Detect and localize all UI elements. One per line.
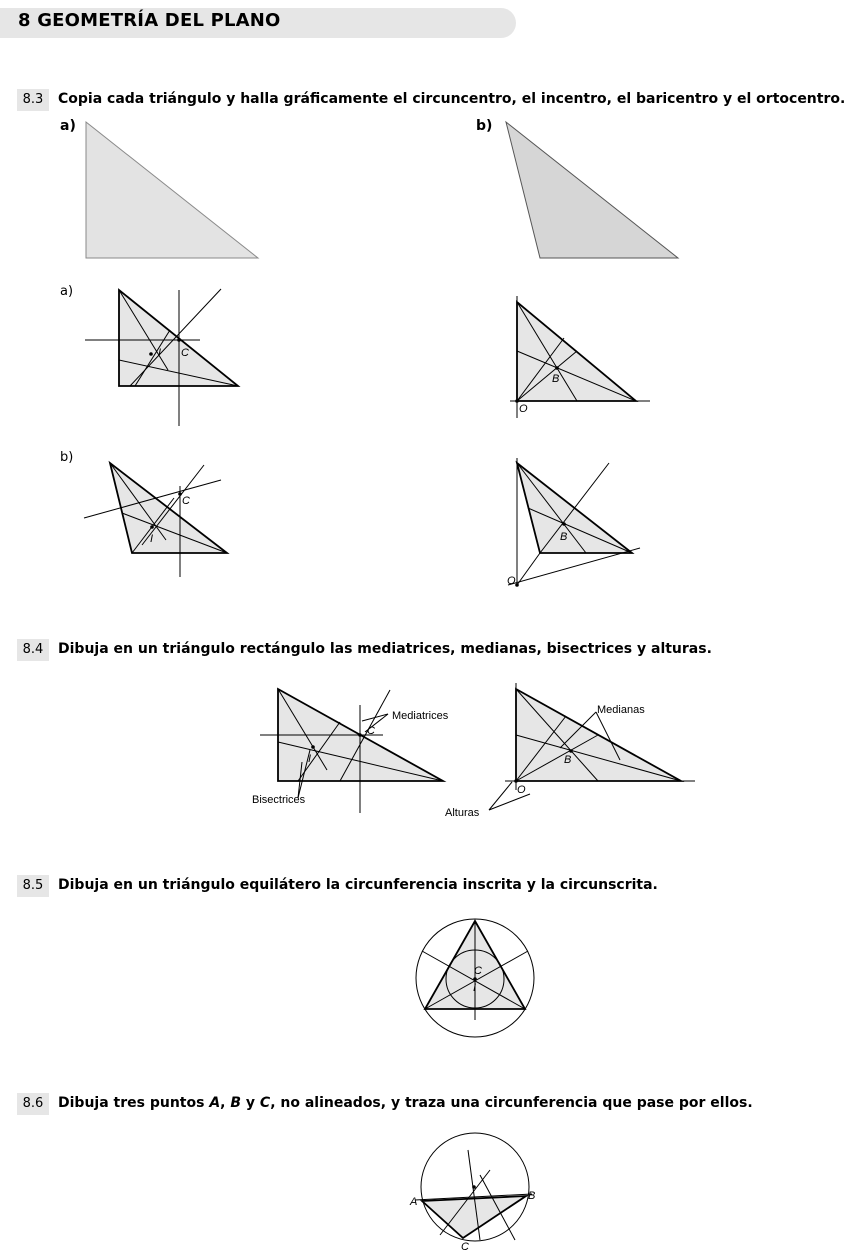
exercise-number-8-3: 8.3 (17, 89, 49, 111)
exercise-statement-8-3: Copia cada triángulo y halla gráficamente el circuncentro, el incentro, el baricentro y el ortocentro. (58, 91, 846, 107)
figure-a-barycenter-orthocenter (510, 296, 650, 418)
point-circumcenter-a (177, 338, 181, 342)
label-point-i-8-4: I (308, 753, 312, 765)
label-point-b-8-6: B (528, 1190, 536, 1202)
annotation-bisectrices: Bisectrices (252, 794, 306, 806)
chapter-title: 8 GEOMETRÍA DEL PLANO (18, 10, 281, 31)
point-incenter-8-4 (311, 745, 315, 749)
label-point-i-8-5: I (473, 982, 477, 994)
exercise-number-8-6: 8.6 (17, 1093, 49, 1115)
figure-b-barycenter-orthocenter (508, 458, 640, 585)
label-b-solution: b) (60, 450, 74, 465)
label-point-c-8-5: C (474, 965, 482, 977)
exercise-number-8-4: 8.4 (17, 639, 49, 661)
label-a-top: a) (60, 118, 76, 134)
point-center-8-6 (472, 1185, 476, 1189)
label-point-o-a: O (519, 403, 528, 415)
label-point-o-b: O (507, 575, 516, 587)
annotation-medianas: Medianas (597, 704, 645, 716)
point-barycenter-a (555, 366, 559, 370)
annotation-mediatrices: Mediatrices (392, 710, 449, 722)
label-b-top: b) (476, 118, 493, 134)
label-point-c-8-6: C (461, 1241, 469, 1251)
label-point-b-b: B (560, 531, 568, 543)
label-point-a-8-6: A (410, 1196, 418, 1208)
exercise-number-8-5: 8.5 (17, 875, 49, 897)
annotation-alturas: Alturas (445, 807, 480, 819)
label-point-b-a: B (552, 373, 560, 385)
point-incenter-a (149, 352, 153, 356)
point-orthocenter-b (515, 583, 519, 587)
point-center-8-5 (473, 977, 477, 981)
exercise-statement-8-5: Dibuja en un triángulo equilátero la circunferencia inscrita y la circunscrita. (58, 877, 658, 893)
label-point-c-8-4: C (367, 725, 375, 737)
label-point-i-b: I (150, 533, 154, 545)
triangle-b-given (506, 122, 678, 258)
point-barycenter-8-4 (569, 749, 573, 753)
figure-b-circumcenter-incenter (84, 463, 227, 577)
label-point-i-a: I (158, 347, 162, 359)
triangle-a-given (86, 122, 258, 258)
label-point-o-8-4: O (517, 784, 526, 796)
label-point-c-a: C (181, 347, 189, 359)
label-a-solution: a) (60, 284, 74, 299)
point-incenter-b (150, 525, 154, 529)
point-orthocenter-8-4 (514, 779, 518, 783)
exercise-statement-8-6: Dibuja tres puntos A, B y C, no alineados, y traza una circunferencia que pase por ellos. (58, 1095, 753, 1111)
point-circumcenter-8-4 (358, 733, 362, 737)
point-barycenter-b (562, 522, 566, 526)
exercise-statement-8-4: Dibuja en un triángulo rectángulo las mediatrices, medianas, bisectrices y alturas. (58, 641, 712, 657)
figure-a-circumcenter-incenter (85, 289, 238, 426)
label-point-b-8-4: B (564, 754, 572, 766)
label-point-c-b: C (182, 495, 190, 507)
